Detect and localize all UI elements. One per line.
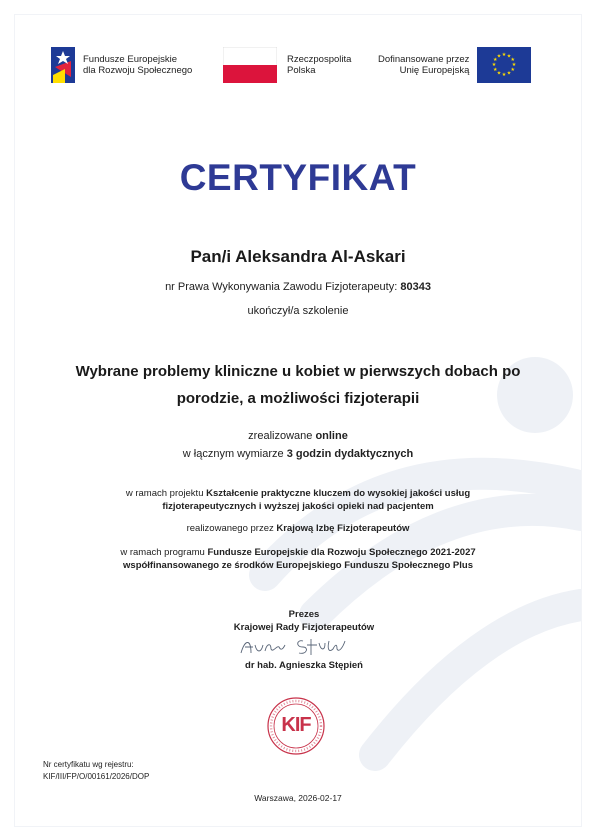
hours-line: [15, 448, 581, 460]
project-block: [15, 487, 581, 513]
project-name-1: Kształcenie praktyczne kluczem do wysokiej jakości usług: [206, 488, 471, 499]
rp-logo: [223, 45, 351, 85]
registry-number: KIF/III/FP/O/00161/2026/DOP: [43, 772, 150, 781]
realized-mode: online: [315, 430, 348, 442]
fe-flag-icon: [51, 47, 75, 83]
course-title: [15, 358, 581, 412]
course-title-line2: porodzie, a możliwości fizjoterapii: [176, 390, 420, 407]
realized-line: [15, 430, 581, 442]
svg-text:★: ★: [510, 67, 516, 73]
polish-flag-icon: [223, 47, 277, 83]
svg-text:★: ★: [492, 62, 497, 68]
project-label: w ramach projektu: [125, 488, 207, 499]
program-name-1: Fundusze Europejskie dla Rozwoju Społecznego 2021-2027: [207, 547, 476, 558]
signer-name: dr hab. Agnieszka Stępień: [245, 660, 363, 671]
signatory-role-1: Prezes: [288, 609, 320, 620]
program-block: [15, 546, 581, 572]
fe-logo-line2: dla Rozwoju Społecznego: [83, 65, 193, 76]
registry-label: Nr certyfikatu wg rejestru:: [43, 760, 134, 769]
handwritten-signature: [237, 635, 357, 659]
svg-text:★: ★: [510, 57, 516, 63]
program-name-2: współfinansowanego ze środków Europejskiego Funduszu Społecznego Plus: [123, 560, 473, 571]
logos-bar: [51, 45, 551, 85]
license-number: 80343: [400, 281, 431, 293]
kif-seal-text: KIF: [281, 714, 311, 736]
svg-text:★: ★: [507, 70, 512, 77]
recipient-name: Pan/i Aleksandra Al-Askari: [190, 247, 406, 266]
ue-logo-line1: Dofinansowane przez: [378, 54, 470, 65]
program-label: w ramach programu: [120, 547, 208, 558]
license-label: nr Prawa Wykonywania Zawodu Fizjoterapeuty:: [165, 281, 401, 293]
ue-logo: [378, 45, 531, 85]
signatory-role-2: Krajowej Rady Fizjoterapeutów: [233, 622, 375, 633]
implemented-by: Krajową Izbę Fizjoterapeutów: [276, 523, 410, 534]
rp-logo-line1: Rzeczpospolita: [287, 54, 352, 65]
svg-text:★: ★: [497, 53, 502, 60]
fe-logo: [51, 45, 192, 85]
eu-flag-icon: [477, 47, 531, 83]
svg-text:★: ★: [512, 62, 517, 68]
svg-text:★: ★: [502, 52, 507, 58]
fe-logo-line1: Fundusze Europejskie: [83, 54, 177, 65]
kif-seal: [266, 696, 326, 756]
signatory-role: [21, 608, 582, 634]
implemented-line: [15, 522, 581, 535]
place-date: Warszawa, 2026-02-17: [254, 793, 342, 803]
certificate-title: CERTYFIKAT: [179, 157, 417, 198]
svg-text:★: ★: [497, 70, 502, 77]
hours-value: 3 godzin dydaktycznych: [286, 448, 414, 460]
project-name-2: fizjoterapeutycznych i wyższej jakości opieki nad pacjentem: [162, 501, 434, 512]
svg-text:★: ★: [493, 67, 498, 73]
ue-logo-line2: Unię Europejską: [399, 65, 470, 76]
svg-text:★: ★: [493, 57, 498, 63]
svg-text:★: ★: [507, 53, 512, 60]
license-line: [15, 281, 581, 293]
course-title-line1: Wybrane problemy kliniczne u kobiet w pierwszych dobach po: [75, 363, 521, 380]
realized-label: zrealizowane: [248, 430, 316, 442]
registry-block: [43, 759, 149, 783]
svg-text:★: ★: [502, 72, 507, 78]
implemented-label: realizowanego przez: [186, 523, 277, 534]
hours-label: w łącznym wymiarze: [182, 448, 287, 460]
completed-text: ukończył/a szkolenie: [247, 305, 349, 317]
rp-logo-line2: Polska: [287, 65, 316, 76]
certificate-page: [14, 14, 582, 827]
